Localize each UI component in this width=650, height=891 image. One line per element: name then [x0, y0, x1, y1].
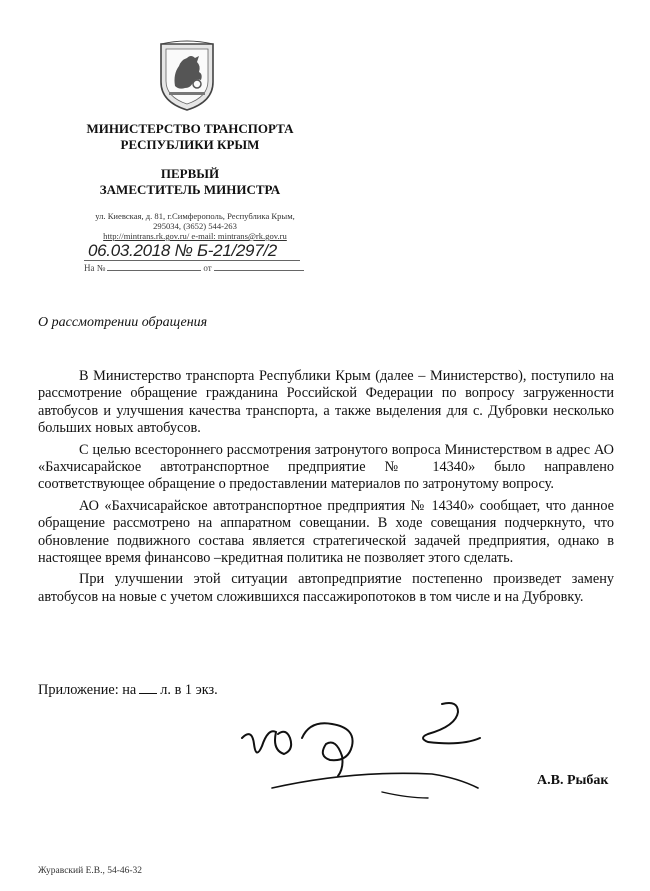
- position-line-2: ЗАМЕСТИТЕЛЬ МИНИСТРА: [99, 182, 281, 197]
- signer-name: А.В. Рыбак: [537, 773, 609, 788]
- reference-line: [84, 263, 304, 273]
- attachment-suffix: л. в 1 экз.: [160, 682, 218, 698]
- body-paragraph: АО «Бахчисарайское автотранспортное предприятия № 14340» сообщает, что данное обращение рассмотрено на аппаратном совещании. В ходе совещания подчеркнуто, что обновление подвижного состава является стратегической задачей предприятия, однако в настоящее время финансово –кредитная политика не позволяет этого сделать.: [38, 497, 614, 567]
- ref-number-blank: [107, 270, 201, 271]
- ref-date-blank: [214, 270, 304, 271]
- letter-body: [38, 368, 614, 610]
- registration-number-handwritten: 06.03.2018 № Б-21/297/2: [88, 241, 277, 260]
- ministry-address: [80, 211, 310, 241]
- body-paragraph: С целью всестороннего рассмотрения затронутого вопроса Министерством в адрес АО «Бахчисарайское автотранспортное предприятие № 14340» было направлено соответствующее обращение о предоставлении материалов по затронутому вопросу.: [38, 441, 614, 493]
- ministry-line-1: МИНИСТЕРСТВО ТРАНСПОРТА: [86, 121, 294, 136]
- position-line-1: ПЕРВЫЙ: [160, 166, 220, 181]
- attachment-prefix: Приложение: на: [38, 682, 137, 698]
- attachment-blank: [139, 693, 157, 694]
- ref-mid: от: [203, 263, 212, 273]
- address-line-1: ул. Киевская, д. 81, г.Симферополь, Республика Крым,: [95, 211, 295, 221]
- handwritten-signature-icon: [232, 698, 492, 808]
- ministry-line-2: РЕСПУБЛИКИ КРЫМ: [120, 137, 260, 152]
- ref-prefix: На №: [84, 263, 106, 273]
- official-position: [70, 166, 310, 198]
- registration-underline: [84, 260, 300, 261]
- executor-info: Журавский Е.В., 54-46-32: [38, 866, 143, 876]
- letter-subject: О рассмотрении обращения: [38, 315, 208, 330]
- address-line-3: http://mintrans.rk.gov.ru/ e-mail: mintrans@rk.gov.ru: [103, 231, 287, 241]
- address-line-2: 295034, (3652) 544-263: [153, 221, 237, 231]
- attachment-line: [38, 682, 218, 699]
- body-paragraph: При улучшении этой ситуации автопредприятие постепенно произведет замену автобусов на новые с учетом сложившихся пассажиропотоков в том числе и на Дубровку.: [38, 571, 614, 605]
- crimea-coat-of-arms-icon: [157, 38, 217, 114]
- body-paragraph: В Министерство транспорта Республики Крым (далее – Министерство), поступило на рассмотрение обращение гражданина Российской Федерации по вопросу загруженности автобусов и улучшения качества транспорта, а также выделения для с. Дубровки несколько больших новых автобусов.: [38, 368, 614, 437]
- ministry-name: [70, 121, 310, 153]
